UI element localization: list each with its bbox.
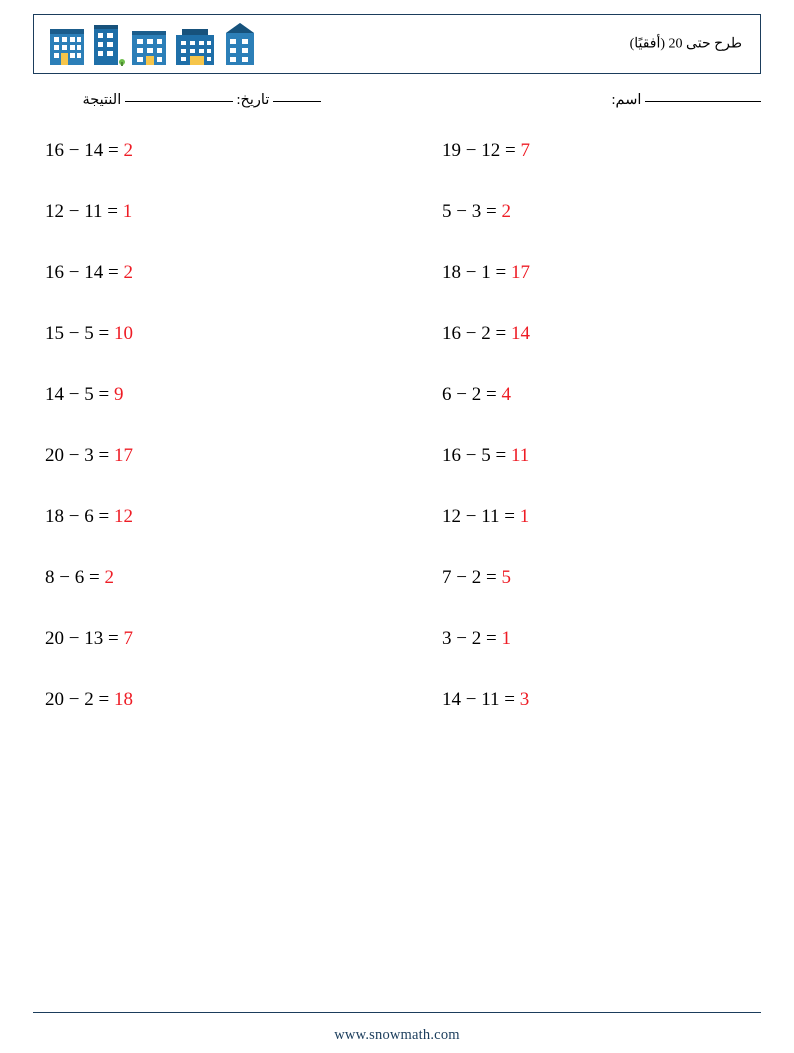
equals-sign: = (495, 323, 507, 344)
answer: 1 (501, 628, 511, 649)
meta-row (33, 92, 761, 118)
problems-grid (33, 138, 761, 748)
equals-sign: = (98, 384, 110, 405)
operand-left: 3 (442, 628, 452, 649)
operand-right: 3 (471, 201, 482, 222)
operator: − (59, 567, 70, 588)
problem-item (33, 260, 397, 286)
answer: 10 (113, 323, 133, 344)
problem-item (33, 565, 397, 591)
problem-item (397, 626, 761, 652)
header-box (33, 14, 761, 74)
problem-item (33, 321, 397, 347)
name-blank-line (645, 101, 761, 102)
problem-row (33, 687, 761, 748)
operator: − (465, 445, 477, 466)
operand-left: 16 (45, 262, 64, 283)
operand-left: 15 (45, 323, 64, 344)
footer-divider (33, 1012, 761, 1013)
operator: − (68, 323, 80, 344)
problem-row (33, 626, 761, 687)
operator: − (456, 201, 467, 222)
equals-sign: = (107, 201, 118, 222)
operator: − (68, 262, 80, 283)
operator: − (68, 628, 80, 649)
operand-left: 12 (45, 201, 64, 222)
operand-left: 20 (45, 628, 64, 649)
operand-right: 2 (84, 689, 94, 710)
problem-item (397, 199, 761, 225)
operator: − (465, 140, 477, 161)
equals-sign: = (98, 506, 110, 527)
answer: 2 (123, 262, 133, 283)
problem-item (397, 687, 761, 713)
problem-item (33, 199, 397, 225)
answer: 3 (519, 689, 530, 710)
problem-item (33, 138, 397, 164)
problem-item (33, 382, 397, 408)
operand-left: 16 (442, 323, 461, 344)
equals-sign: = (98, 323, 110, 344)
footer-website[interactable]: www.snowmath.com (334, 1027, 460, 1043)
answer: 1 (519, 506, 530, 527)
date-score-field (83, 92, 321, 109)
problem-item (397, 382, 761, 408)
operand-right: 11 (481, 689, 500, 710)
operand-left: 7 (442, 567, 452, 588)
operand-right: 2 (471, 628, 482, 649)
operand-left: 12 (442, 506, 461, 527)
operand-right: 11 (84, 201, 103, 222)
problem-item (397, 504, 761, 530)
operator: − (68, 445, 80, 466)
answer: 9 (113, 384, 124, 405)
equals-sign: = (98, 689, 110, 710)
problem-item (33, 504, 397, 530)
name-field (612, 92, 761, 109)
problem-item (397, 565, 761, 591)
problem-row (33, 138, 761, 199)
operand-left: 6 (442, 384, 452, 405)
operator: − (68, 689, 80, 710)
operand-right: 5 (84, 323, 94, 344)
problem-item (397, 443, 761, 469)
operator: − (465, 689, 477, 710)
equals-sign: = (504, 506, 515, 527)
operand-left: 18 (442, 262, 461, 283)
operand-right: 2 (471, 384, 482, 405)
equals-sign: = (504, 140, 516, 161)
operator: − (456, 567, 467, 588)
problem-item (397, 138, 761, 164)
operand-right: 3 (84, 445, 94, 466)
equals-sign: = (495, 445, 507, 466)
problem-item (33, 443, 397, 469)
score-label: النتيجة (82, 92, 122, 108)
operand-left: 5 (442, 201, 452, 222)
operand-left: 19 (442, 140, 461, 161)
city-buildings-icon (44, 21, 274, 67)
equals-sign: = (107, 262, 119, 283)
problem-item (397, 321, 761, 347)
equals-sign: = (107, 628, 119, 649)
operator: − (68, 384, 80, 405)
answer: 2 (123, 140, 133, 161)
operand-right: 5 (481, 445, 491, 466)
answer: 2 (501, 201, 511, 222)
operand-right: 14 (84, 262, 104, 283)
operand-right: 12 (481, 140, 501, 161)
operand-left: 8 (45, 567, 55, 588)
equals-sign: = (98, 445, 110, 466)
score-blank-line (125, 101, 233, 102)
operand-right: 1 (481, 262, 491, 283)
operand-right: 2 (481, 323, 491, 344)
answer: 2 (104, 567, 114, 588)
operand-right: 13 (84, 628, 104, 649)
problem-item (33, 687, 397, 713)
operator: − (465, 323, 477, 344)
problem-item (33, 626, 397, 652)
date-label: تاريخ: (236, 92, 270, 108)
problem-row (33, 260, 761, 321)
operator: − (456, 628, 467, 649)
operand-right: 6 (74, 567, 85, 588)
operand-left: 20 (45, 689, 64, 710)
operand-left: 20 (45, 445, 64, 466)
operand-left: 18 (45, 506, 64, 527)
answer: 14 (510, 323, 530, 344)
equals-sign: = (485, 628, 497, 649)
operand-left: 16 (442, 445, 461, 466)
equals-sign: = (504, 689, 515, 710)
equals-sign: = (495, 262, 507, 283)
problem-row (33, 321, 761, 382)
answer: 7 (123, 628, 133, 649)
answer: 7 (520, 140, 530, 161)
operator: − (456, 384, 467, 405)
answer: 12 (113, 506, 133, 527)
problem-item (397, 260, 761, 286)
operand-left: 16 (45, 140, 64, 161)
answer: 17 (113, 445, 133, 466)
equals-sign: = (88, 567, 100, 588)
problem-row (33, 443, 761, 504)
operand-left: 14 (45, 384, 64, 405)
problem-row (33, 565, 761, 626)
operator: − (68, 201, 80, 222)
equals-sign: = (107, 140, 119, 161)
answer: 4 (501, 384, 511, 405)
operand-left: 14 (442, 689, 461, 710)
equals-sign: = (485, 384, 497, 405)
name-label: اسم: (611, 92, 642, 108)
equals-sign: = (485, 567, 497, 588)
operand-right: 14 (84, 140, 104, 161)
page-title: طرح حتى 20 (أفقيًا) (629, 36, 742, 52)
problem-row (33, 199, 761, 260)
answer: 5 (501, 567, 511, 588)
operator: − (465, 506, 477, 527)
date-blank-line (273, 101, 321, 102)
operator: − (465, 262, 477, 283)
answer: 1 (122, 201, 133, 222)
operand-right: 6 (84, 506, 94, 527)
operand-right: 5 (84, 384, 94, 405)
answer: 17 (510, 262, 530, 283)
equals-sign: = (485, 201, 497, 222)
answer: 18 (113, 689, 133, 710)
operand-right: 11 (481, 506, 500, 527)
operator: − (68, 506, 80, 527)
answer: 11 (510, 445, 530, 466)
operand-right: 2 (471, 567, 482, 588)
operator: − (68, 140, 80, 161)
problem-row (33, 504, 761, 565)
problem-row (33, 382, 761, 443)
